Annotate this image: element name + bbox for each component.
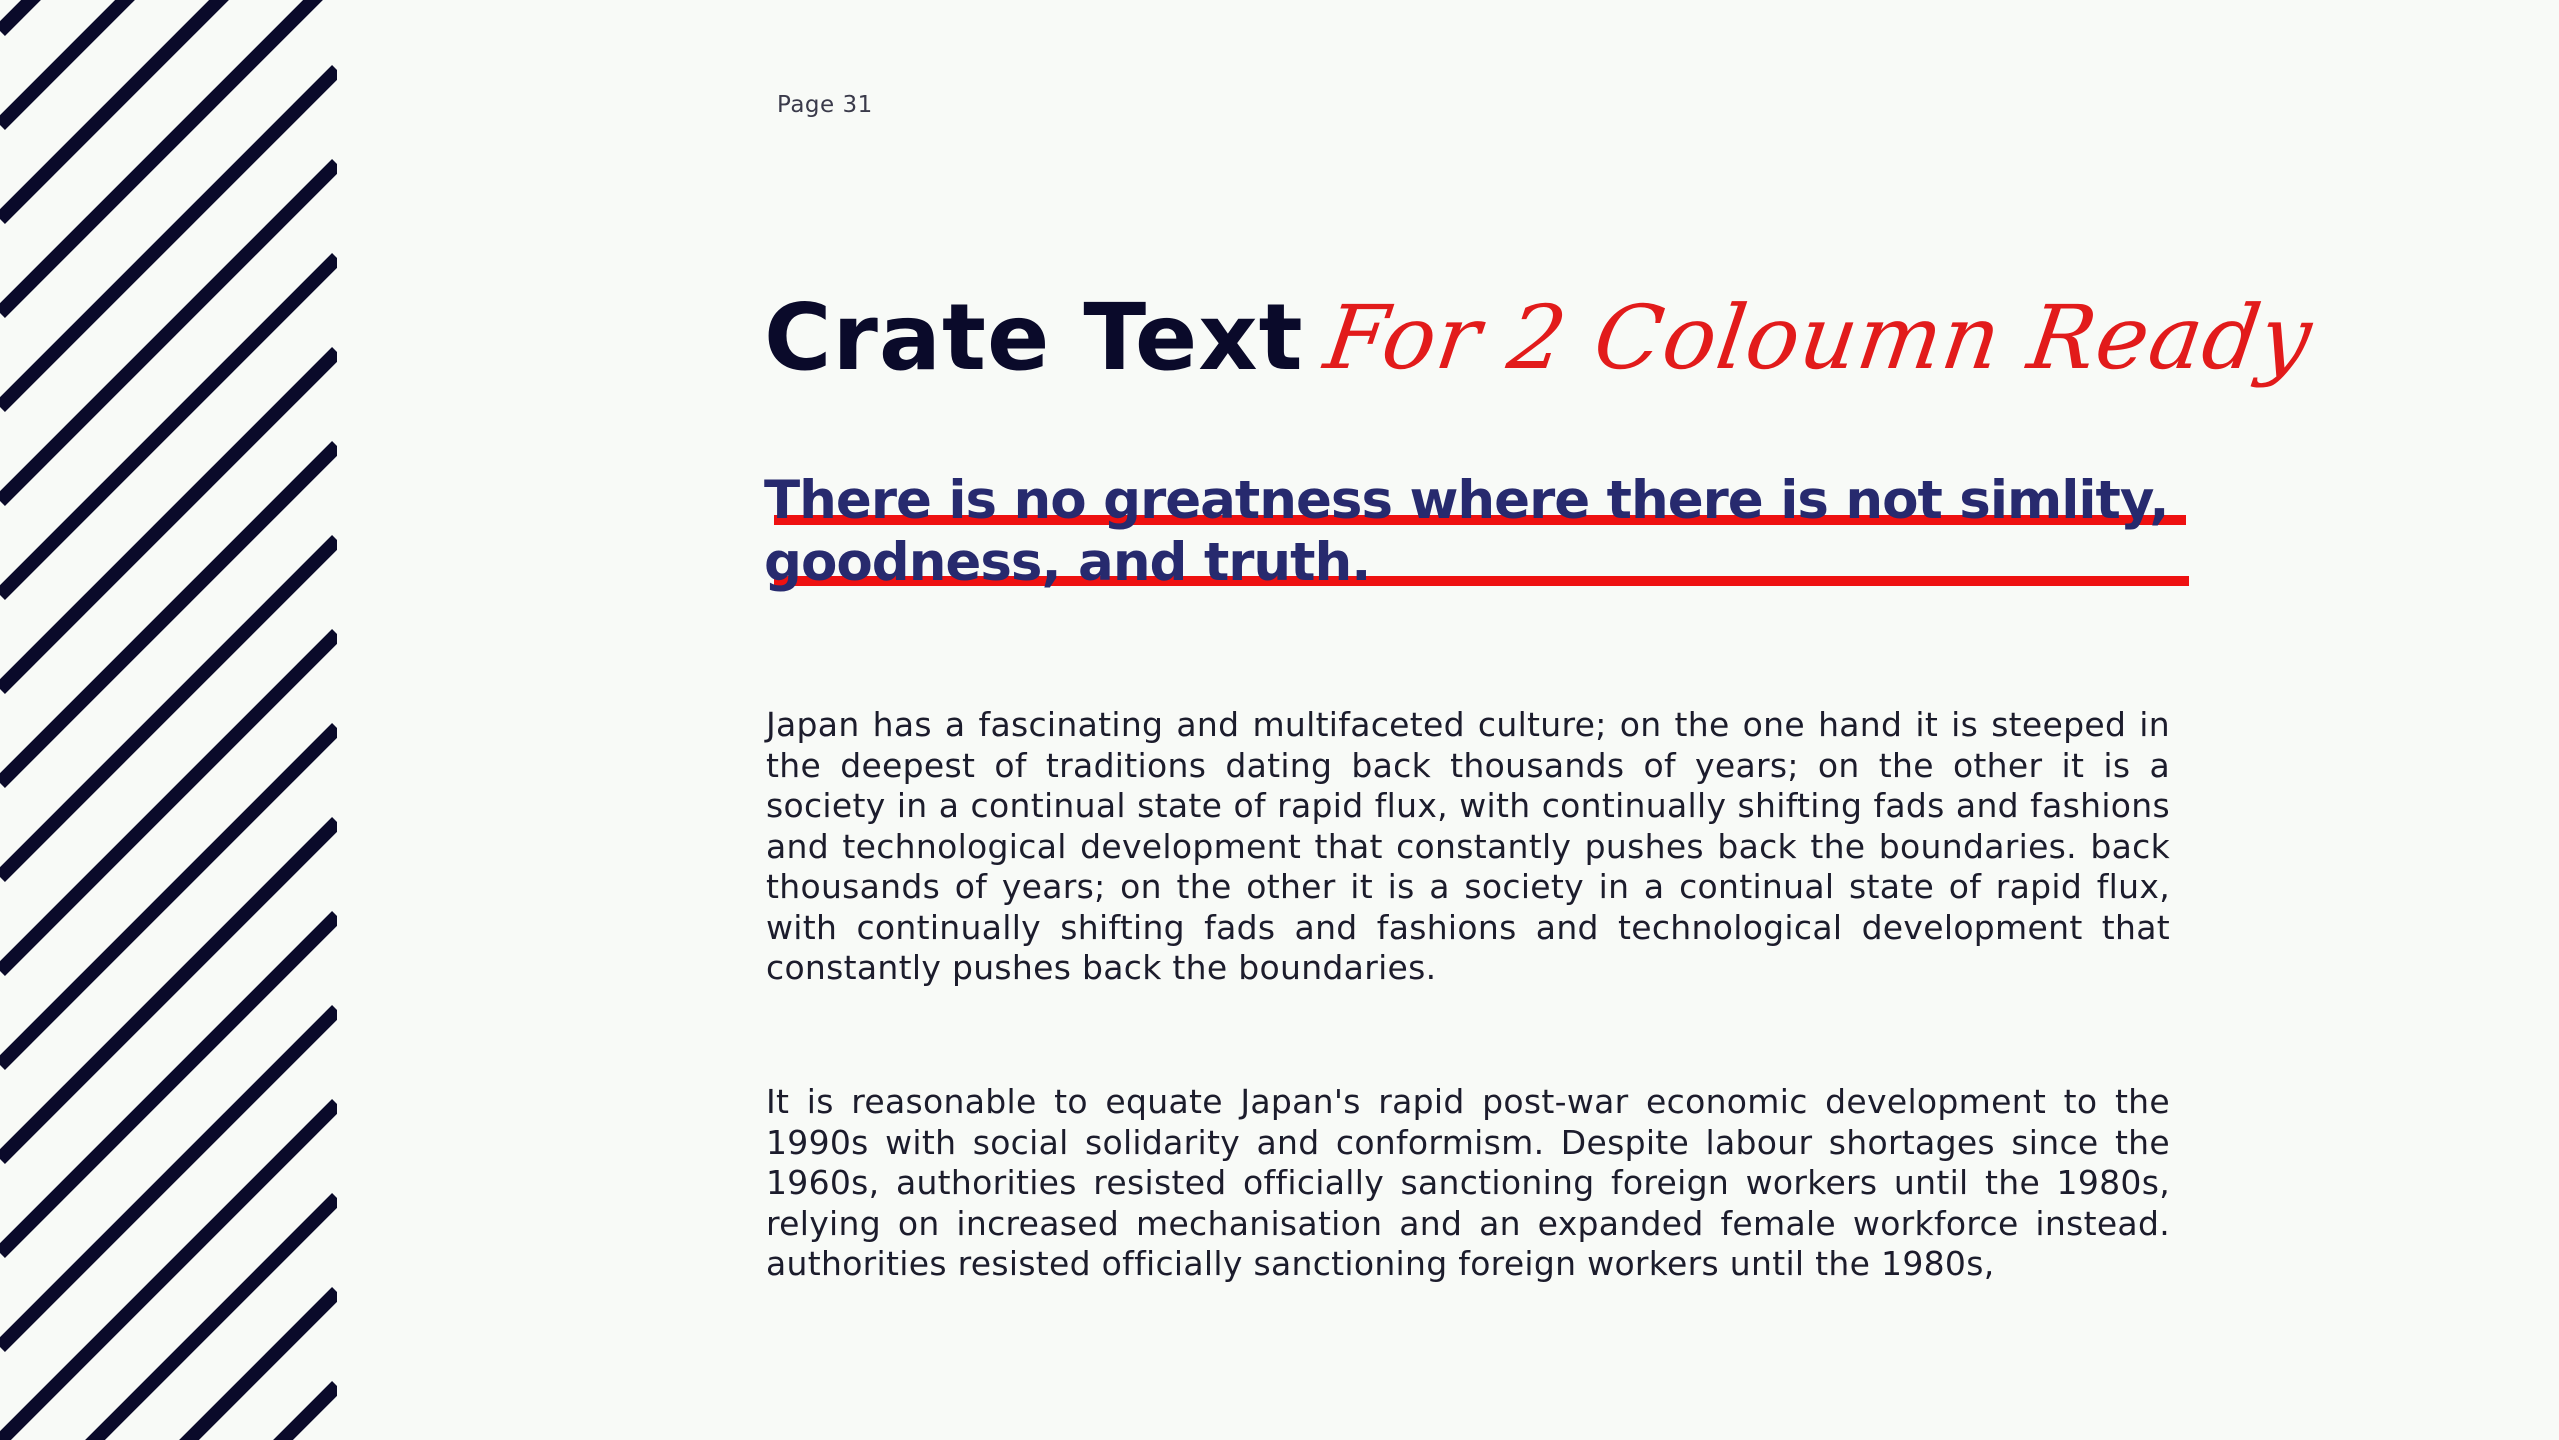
- title-script-text: For 2 Coloumn Ready: [1318, 286, 2319, 389]
- stripe-line: [0, 1010, 337, 1347]
- quote-block: [764, 470, 2184, 610]
- diagonal-stripes-decoration: [0, 0, 337, 1440]
- diagonal-stripes-icon: [0, 0, 337, 1440]
- stripe-line: [0, 822, 337, 1159]
- body-paragraph-2: It is reasonable to equate Japan's rapid post-war economic development to the 1990s with social solidarity and conformism. Despite labour shortages since the 1960s, authorities resisted officially sanctioning foreign workers until the 1980s, relying on increased mechanisation and an expanded female workforce instead. authorities resisted officially sanctioning foreign workers until the 1980s,: [766, 1082, 2170, 1283]
- stripe-line: [0, 1104, 337, 1440]
- quote-text: There is no greatness where there is not simlity, goodness, and truth.: [764, 470, 2169, 593]
- title-main-text: Crate Text: [764, 284, 1304, 391]
- stripe-line: [0, 916, 337, 1253]
- stripe-line: [0, 70, 337, 407]
- stripe-line: [0, 728, 337, 1065]
- page-number: Page 31: [777, 92, 873, 118]
- stripe-line: [0, 446, 337, 783]
- stripe-line: [0, 540, 337, 877]
- stripe-line: [0, 258, 337, 595]
- body-paragraph-1: Japan has a fascinating and multifaceted culture; on the one hand it is steeped in the deepest of traditions dating back thousands of years; on the other it is a society in a continual state of rapid flux, with continually shifting fads and fashions and technological development that constantly pushes back the boundaries. back thousands of years; on the other it is a society in a continual state of rapid flux, with continually shifting fads and fashions and technological development that constantly pushes back the boundaries.: [766, 705, 2170, 987]
- stripe-line: [0, 352, 337, 689]
- stripe-line: [0, 634, 337, 971]
- stripe-line: [0, 1198, 337, 1440]
- stripe-line: [0, 164, 337, 501]
- page-title: [764, 268, 2319, 408]
